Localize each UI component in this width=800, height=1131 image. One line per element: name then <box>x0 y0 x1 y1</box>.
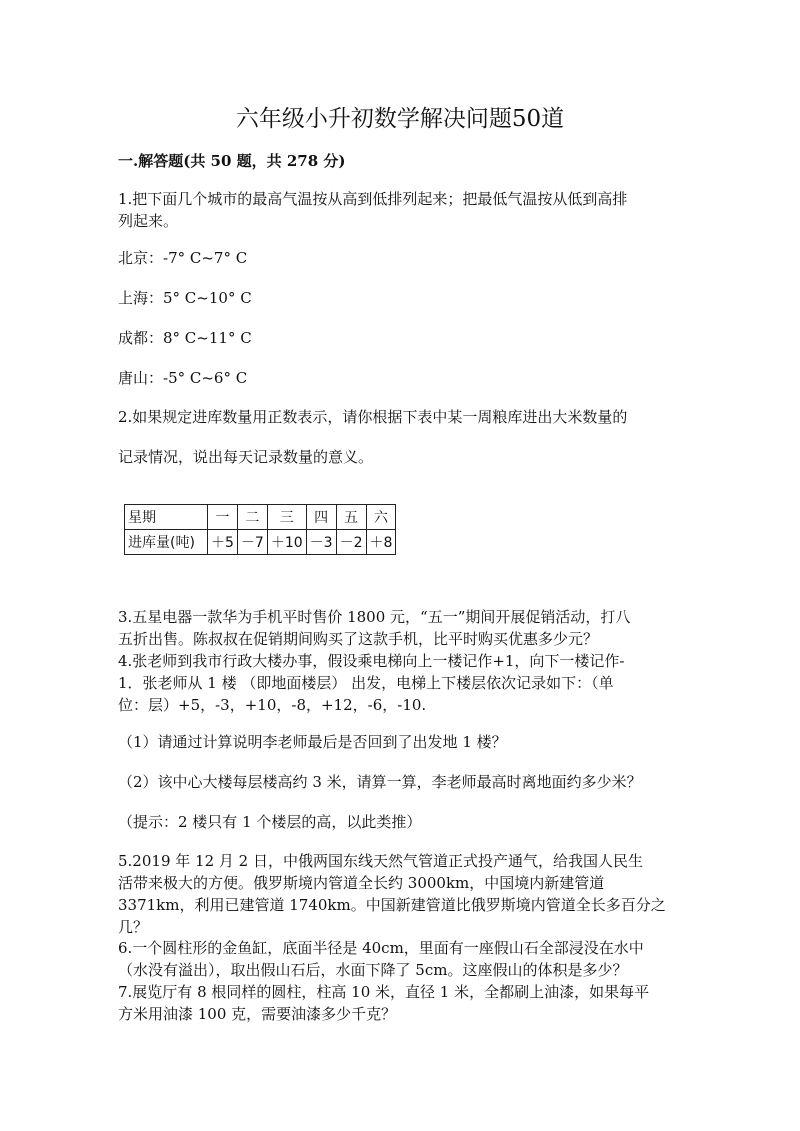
table-cell-day: 四 <box>306 505 336 530</box>
q3-line-2: 五折出售。陈叔叔在促销期间购买了这款手机，比平时购买优惠多少元？ <box>118 630 599 648</box>
q4-line-2: 1．张老师从 1 楼 （即地面楼层） 出发，电梯上下楼层依次记录如下：（单 <box>118 674 614 692</box>
q1-line-1: 1.把下面几个城市的最高气温按从高到低排列起来；把最低气温按从低到高排 <box>118 190 628 208</box>
table-cell-day: 五 <box>336 505 366 530</box>
q5-line-3: 3371km，利用已建管道 1740km。中国新建管道比俄罗斯境内管道全长多百分之 <box>118 896 666 914</box>
table-cell-value: －3 <box>306 530 336 555</box>
table-row-days <box>125 505 396 530</box>
q6-line-2: （水没有溢出），取出假山石后，水面下降了 5cm。这座假山的体积是多少？ <box>118 961 628 979</box>
table-cell-day: 三 <box>267 505 306 530</box>
q1-city-chengdu: 成都：8° C~11° C <box>118 329 252 347</box>
q4-sub-question-2: （2）该中心大楼每层楼高约 3 米，请算一算，李老师最高时离地面约多少米？ <box>118 773 642 791</box>
q6-line-1: 6.一个圆柱形的金鱼缸，底面半径是 40cm，里面有一座假山石全部浸没在水中 <box>118 939 644 957</box>
table-cell-value: ＋8 <box>366 530 396 555</box>
table-cell-value: －7 <box>237 530 267 555</box>
table-cell-value: －2 <box>336 530 366 555</box>
table-cell-value: ＋10 <box>267 530 306 555</box>
page-title: 六年级小升初数学解决问题50道 <box>235 106 565 132</box>
q1-city-shanghai: 上海：5° C~10° C <box>118 289 252 307</box>
q3-line-1: 3.五星电器一款华为手机平时售价 1800 元，“五一”期间开展促销活动，打八 <box>118 608 631 626</box>
q5-line-4: 几？ <box>118 918 149 936</box>
q7-line-1: 7.展览厅有 8 根同样的圆柱，柱高 10 米，直径 1 米，全都刷上油漆，如果每平 <box>118 983 650 1001</box>
table-cell-value: ＋5 <box>208 530 238 555</box>
q4-line-3: 位：层）+5，-3，+10，-8，+12，-6，-10. <box>118 696 427 714</box>
table-cell-label-amount: 进库量(吨) <box>125 530 208 555</box>
q1-line-2: 列起来。 <box>118 212 179 230</box>
q2-line-1: 2.如果规定进库数量用正数表示，请你根据下表中某一周粮库进出大米数量的 <box>118 408 628 426</box>
rice-record-table <box>124 504 396 555</box>
q5-line-1: 5.2019 年 12 月 2 日，中俄两国东线天然气管道正式投产通气，给我国人民生 <box>118 852 643 870</box>
q7-line-2: 方米用油漆 100 克，需要油漆多少千克？ <box>118 1005 397 1023</box>
q1-city-beijing: 北京：-7° C~7° C <box>118 249 248 267</box>
q4-sub-question-1: （1）请通过计算说明李老师最后是否回到了出发地 1 楼？ <box>118 733 507 751</box>
q4-hint: （提示：2 楼只有 1 个楼层的高，以此类推） <box>118 813 422 831</box>
q5-line-2: 活带来极大的方便。俄罗斯境内管道全长约 3000km，中国境内新建管道 <box>118 874 605 892</box>
table-cell-label-weekday: 星期 <box>125 505 208 530</box>
q4-line-1: 4.张老师到我市行政大楼办事，假设乘电梯向上一楼记作+1，向下一楼记作- <box>118 652 625 670</box>
q2-line-2: 记录情况，说出每天记录数量的意义。 <box>118 448 374 466</box>
table-cell-day: 二 <box>237 505 267 530</box>
table-cell-day: 六 <box>366 505 396 530</box>
q1-city-tangshan: 唐山：-5° C~6° C <box>118 369 248 387</box>
section-heading: 一.解答题(共 50 题，共 278 分) <box>118 152 346 170</box>
table-cell-day: 一 <box>208 505 238 530</box>
table-row-values <box>125 530 396 555</box>
